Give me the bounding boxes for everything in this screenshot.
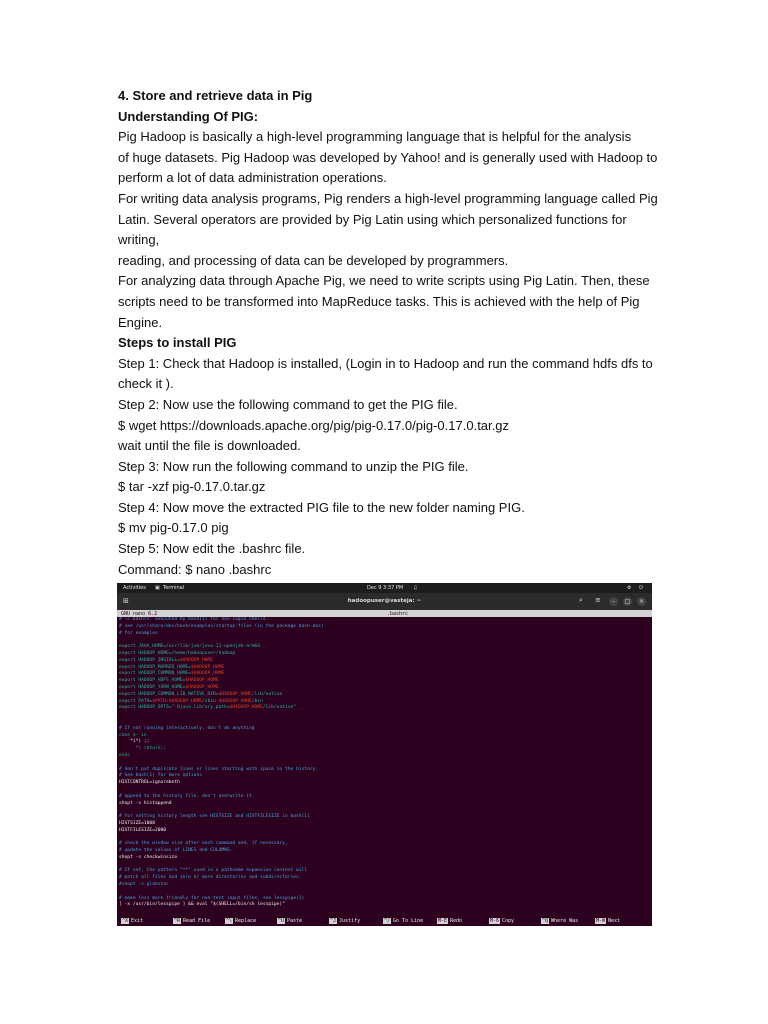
alarm-icon: ♫ [413, 585, 418, 591]
section-heading: 4. Store and retrieve data in Pig [118, 88, 313, 103]
new-tab-icon: ⊞ [123, 597, 129, 605]
document-body [118, 86, 658, 580]
body-text-line: Step 5: Now edit the .bashrc file. [118, 541, 306, 557]
terminal-line: shopt -s checkwinsize [119, 854, 178, 860]
terminal-line [119, 760, 652, 767]
activities-label: Activities [123, 585, 146, 591]
section-heading: Understanding Of PIG: [118, 108, 259, 124]
nano-filename: .bashrc [387, 610, 409, 617]
terminal-line: HISTSIZE=1000 [119, 820, 155, 826]
terminal-line: export PATH=$PATH:$HADOOP_HOME/sbin:$HADOOP_HOME/bin [119, 698, 263, 704]
body-text-line: $ wget https://downloads.apache.org/pig/pig-0.17.0/pig-0.17.0.tar.gz [118, 417, 509, 433]
terminal-line: export HADOOP_COMMON_LIB_NATIVE_DIR=$HADOOP_HOME/lib/native [119, 691, 283, 697]
body-text-line: Step 3: Now run the following command to unzip the PIG file. [118, 458, 469, 474]
section-heading: Steps to install PIG [118, 335, 237, 351]
terminal-text [117, 617, 652, 909]
power-icon: ⏻ [639, 585, 643, 591]
terminal-line: *i*) ;; [119, 739, 150, 745]
terminal-screenshot [117, 583, 652, 926]
body-text-line: Step 4: Now move the extracted PIG file to the new folder naming PIG. [118, 499, 525, 515]
body-text-line: Pig Hadoop is basically a high-level programming language that is helpful for the analysis [118, 129, 632, 145]
terminal-line: # update the values of LINES and COLUMNS. [119, 848, 233, 854]
terminal-line: # See bash(1) for more options [119, 773, 202, 779]
terminal-line: # If set, the pattern "**" used in a pathname expansion context will [119, 868, 308, 874]
clock: Dec 9 3:37 PM [367, 585, 404, 591]
terminal-line: export HADOOP_COMMON_HOME=$HADOOP_HOME [119, 671, 225, 677]
body-text-line: Latin. Several operators are provided by Pig Latin using which personalized functions for [118, 211, 627, 227]
terminal-line [119, 787, 652, 794]
terminal-line: case $- in [119, 732, 147, 738]
terminal-line: # for setting history length see HISTSIZE and HISTFILESIZE in bash(1) [119, 814, 310, 820]
terminal-icon: ▣ [155, 585, 160, 591]
body-text-line: of huge datasets. Pig Hadoop was developed by Yahoo! and is generally used with Hadoop to [118, 149, 658, 165]
body-text-line: check it ). [118, 376, 174, 392]
terminal-line: #shopt -s globstar [119, 882, 169, 888]
body-text-line: Engine. [118, 314, 163, 330]
terminal-line: [ -x /usr/bin/lesspipe ] && eval "$(SHELL=/bin/sh lesspipe)" [119, 902, 285, 908]
nano-shortcut: ^Q Where Was [542, 918, 579, 924]
terminal-line: # don't put duplicate lines or lines starting with space in the history. [119, 766, 319, 772]
body-text-line: For analyzing data through Apache Pig, we need to write scripts using Pig Latin. Then, these [118, 273, 650, 289]
app-name: Terminal [163, 585, 185, 591]
nano-shortcut: M-W Next [596, 918, 621, 924]
menu-icon: ≡ [595, 596, 601, 604]
body-text-line: perform a lot of data administration operations. [118, 170, 387, 186]
body-text-line: Command: $ nano .bashrc [118, 561, 272, 577]
window-titlebar [117, 593, 652, 610]
nano-shortcut: ^R Read File [174, 918, 211, 924]
body-text-line: reading, and processing of data can be developed by programmers. [118, 252, 509, 268]
close-icon: × [638, 598, 645, 605]
nano-shortcut: ^\ Replace [226, 918, 257, 924]
terminal-line: HISTFILESIZE=2000 [119, 827, 167, 833]
terminal-line: # check the window size after each command and, if necessary, [119, 841, 288, 847]
terminal-line: HISTCONTROL=ignoreboth [119, 780, 180, 786]
terminal-line [119, 719, 652, 726]
terminal-line: shopt -s histappend [119, 800, 172, 806]
body-text-line: wait until the file is downloaded. [118, 438, 301, 454]
terminal-line: # append to the history file, don't overwrite it [119, 793, 252, 799]
nano-shortcut: ^/ Go To Line [384, 918, 424, 924]
body-text-line: scripts need to be transformed into MapReduce tasks. This is achieved with the help of Pig [118, 293, 640, 309]
nano-header [117, 610, 652, 617]
terminal-line: # make less more friendly for non-text input files, see lesspipe(1) [119, 895, 305, 901]
body-text-line: $ tar -xzf pig-0.17.0.tar.gz [118, 479, 266, 495]
nano-shortcut: ^J Justify [330, 918, 361, 924]
terminal-line: # match all files and zero or more directories and subdirectories. [119, 875, 302, 881]
terminal-line: # see /usr/share/doc/bash/examples/startup-files (in the package bash-doc) [119, 623, 324, 629]
nano-version: GNU nano 6.2 [121, 610, 158, 617]
terminal-line: # ~/.bashrc: executed by bash(1) for non-login shells. [119, 617, 269, 622]
terminal-line: # If not running interactively, don't do anything [119, 725, 255, 731]
nano-shortcut: M-6 Copy [490, 918, 515, 924]
terminal-line: export HADOOP_MAPRED_HOME=$HADOOP_HOME [119, 664, 225, 670]
terminal-line: export HADOOP_YARN_HOME=$HADOOP_HOME [119, 684, 219, 690]
body-text-line: For writing data analysis programs, Pig renders a high-level programming language called Pig [118, 190, 658, 206]
minimize-icon: – [609, 597, 618, 606]
nano-shortcut: ^U Paste [278, 918, 303, 924]
body-text-line: Step 1: Check that Hadoop is installed, (Login in to Hadoop and run the command hdfs dfs to [118, 355, 653, 371]
terminal-line: *) return;; [119, 746, 167, 752]
terminal-line [119, 889, 652, 896]
terminal-line: esac [119, 752, 131, 758]
body-text-line: $ mv pig-0.17.0 pig [118, 520, 229, 536]
terminal-line: # for examples [119, 630, 158, 636]
nano-shortcut: ^X Exit [122, 918, 144, 924]
nano-shortcut: M-E Redo [438, 918, 463, 924]
terminal-line: export JAVA_HOME=/usr/lib/jvm/java-11-openjdk-arm64 [119, 644, 261, 650]
terminal-line: export HADOOP_HDFS_HOME=$HADOOP_HOME [119, 678, 219, 684]
gnome-top-bar [117, 583, 652, 593]
terminal-line: export HADOOP_INSTALL=$HADOOP_HOME [119, 657, 214, 663]
settings-icon: ⚙ [627, 585, 632, 591]
body-text-line: writing, [118, 232, 160, 248]
nano-shortcuts [117, 916, 652, 926]
terminal-line: export HADOOP_OPTS="-Djava.library.path=$HADOOP_HOME/lib/native" [119, 705, 297, 711]
body-text-line: Step 2: Now use the following command to get the PIG file. [118, 396, 458, 412]
terminal-line [119, 712, 652, 719]
maximize-icon: □ [624, 598, 631, 605]
window-title: hadoopuser@vasteja: ~ [347, 598, 422, 604]
terminal-line: export HADOOP_HOME=/home/hadoopuser/hadoop [119, 650, 236, 656]
search-icon: ⌕ [579, 596, 583, 604]
